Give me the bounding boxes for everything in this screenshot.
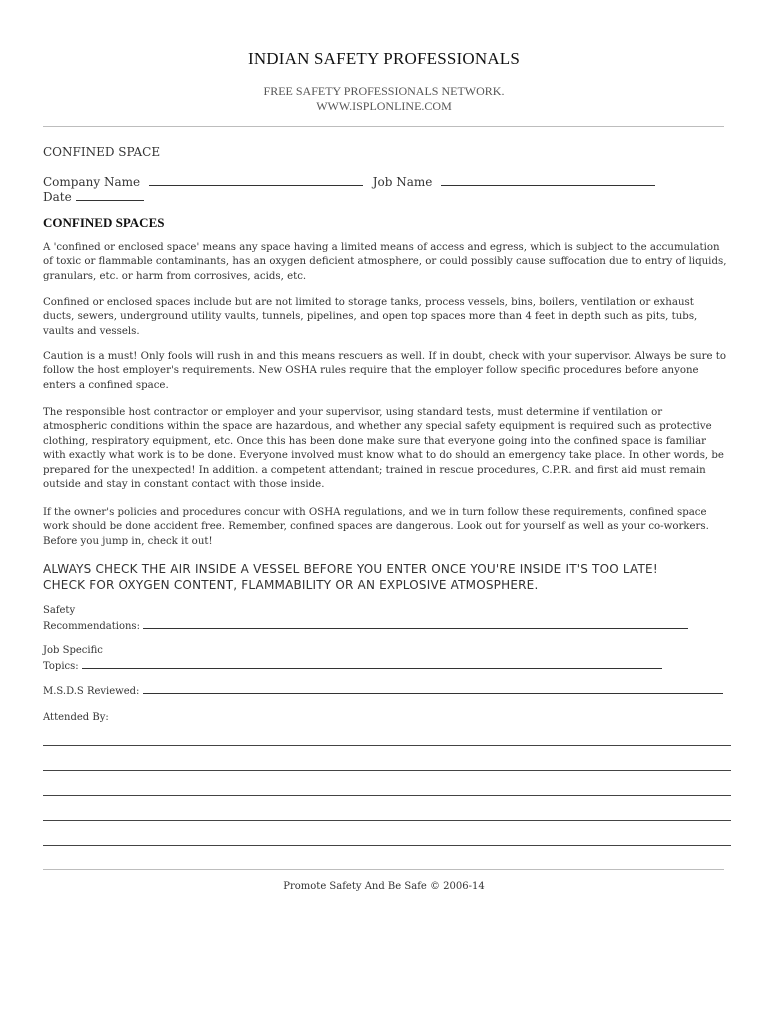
- company-name-field[interactable]: [149, 173, 363, 186]
- attendee-line[interactable]: [43, 795, 731, 796]
- air-check-warning: [43, 562, 743, 593]
- warning-line-1: ALWAYS CHECK THE AIR INSIDE A VESSEL BEFORE YOU ENTER ONCE YOU'RE INSIDE IT'S TOO LATE!: [43, 562, 658, 576]
- footer-text: Promote Safety And Be Safe © 2006-14: [283, 881, 485, 892]
- safety-recommendations-row: [43, 603, 688, 634]
- warning-line-2: CHECK FOR OXYGEN CONTENT, FLAMMABILITY OR AN EXPLOSIVE ATMOSPHERE.: [43, 577, 539, 592]
- attendee-line[interactable]: [43, 770, 731, 771]
- job-label-line2: Topics:: [43, 661, 79, 672]
- company-job-row: [43, 173, 655, 189]
- attendee-line[interactable]: [43, 845, 731, 846]
- msds-reviewed-field[interactable]: [143, 683, 723, 694]
- paragraph-caution: Caution is a must! Only fools will rush in and this means rescuers as well. If in doubt, check with your supervisor. Always be sure to follow the host employer's requirements. New OSHA rules require that the employer follow specific procedures before anyone enters a confined space.: [43, 351, 727, 391]
- job-topics-row: [43, 643, 662, 674]
- paragraph-examples: Confined or enclosed spaces include but are not limited to storage tanks, process vessels, bins, boilers, ventilation or exhaust ducts, sewers, underground utility vaults, tunnels, pipelines, and open top spaces more than 4 feet in depth such as pits, tubs, vaults and vessels.: [43, 297, 698, 337]
- paragraph-definition: A 'confined or enclosed space' means any space having a limited means of access and egress, which is subject to the accumulation of toxic or flammable contaminants, has an oxygen deficient atmosphere, or could possibly cause suffocation due to entry of liquids, granulars, etc. or harm from corrosives, acids, etc.: [43, 242, 727, 282]
- section-title: CONFINED SPACES: [43, 215, 165, 230]
- paragraph-responsibility: The responsible host contractor or employer and your supervisor, using standard tests, must determine if ventilation or atmospheric conditions within the space are hazardous, and whether any special safety equipment is required such as protective clothing, respiratory equipment, etc. Once this has been done make sure that everyone going into the confined space is familiar with exactly what work is to be done. Everyone involved must know what to do should an emergency take place. In other words, be prepared for the unexpected! In addition. a competent attendant; trained in rescue procedures, C.P.R. and first aid must remain outside and stay in constant contact with those inside.: [43, 407, 724, 491]
- network-text: FREE SAFETY PROFESSIONALS NETWORK.: [263, 84, 505, 98]
- attendee-line[interactable]: [43, 745, 731, 746]
- safety-label-line1: Safety: [43, 605, 76, 616]
- job-topics-field[interactable]: [82, 658, 662, 669]
- job-name-field[interactable]: [441, 173, 655, 186]
- msds-label: M.S.D.S Reviewed:: [43, 686, 140, 697]
- document-title: INDIAN SAFETY PROFESSIONALS: [247, 49, 521, 68]
- company-name-label: Company Name: [43, 175, 141, 189]
- date-label: Date: [43, 190, 72, 204]
- safety-recommendations-field[interactable]: [143, 618, 688, 629]
- topic-label: CONFINED SPACE: [43, 145, 161, 159]
- job-name-label: Job Name: [372, 175, 433, 189]
- job-label-line1: Job Specific: [43, 645, 103, 656]
- paragraph-policies: If the owner's policies and procedures concur with OSHA regulations, and we in turn follow these requirements, confined space work should be done accident free. Remember, confined spaces are dangerous. Look out for yourself as well as your co-workers. Before you jump in, check it out!: [43, 507, 709, 547]
- header-divider: [43, 126, 724, 127]
- attended-label: Attended By:: [43, 712, 109, 723]
- footer-divider: [43, 869, 724, 870]
- website-text: WWW.ISPLONLINE.COM: [316, 99, 452, 113]
- subtitle-block: [0, 84, 768, 114]
- safety-label-line2: Recommendations:: [43, 621, 140, 632]
- msds-row: [43, 683, 723, 699]
- attendee-line[interactable]: [43, 820, 731, 821]
- date-row: [43, 188, 144, 204]
- date-field[interactable]: [76, 188, 144, 201]
